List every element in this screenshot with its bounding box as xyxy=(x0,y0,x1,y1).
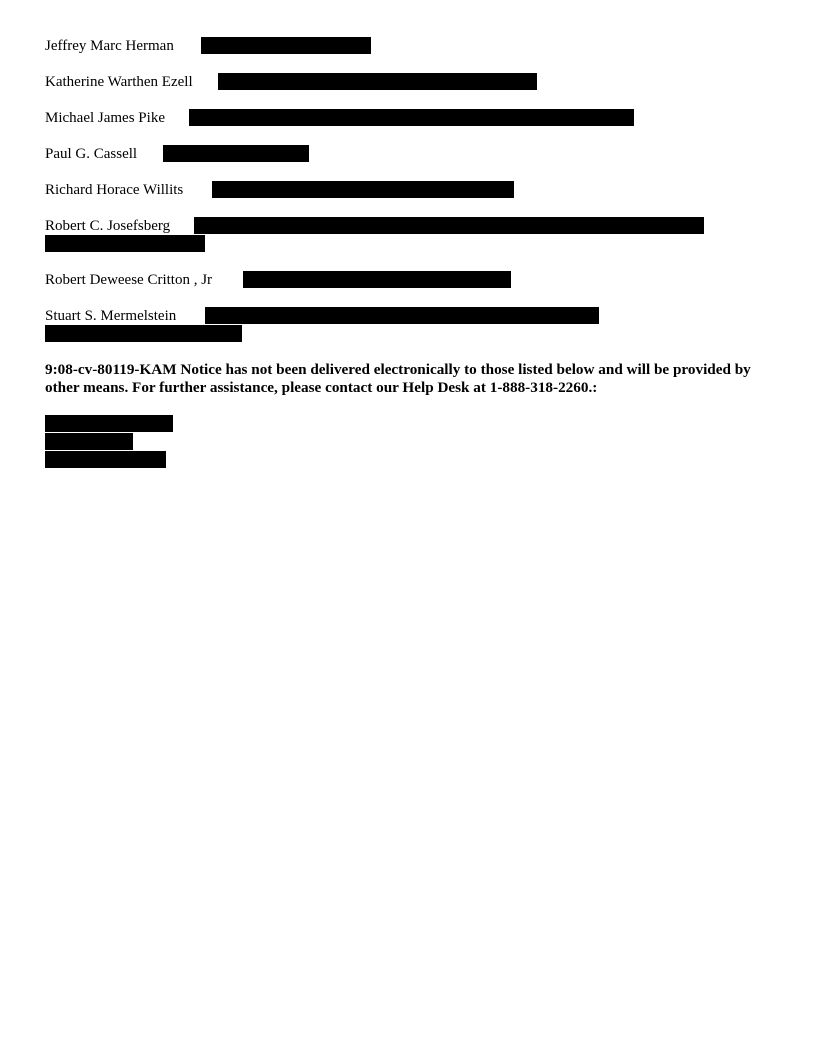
redacted-email xyxy=(212,181,514,198)
redacted-email xyxy=(243,271,511,288)
recipient-name: Jeffrey Marc Herman xyxy=(45,38,174,54)
redacted-email xyxy=(194,217,704,234)
redacted-email xyxy=(45,325,242,342)
redacted-email xyxy=(45,235,205,252)
redacted-email xyxy=(189,109,634,126)
recipient-name: Katherine Warthen Ezell xyxy=(45,74,193,90)
delivery-notice: 9:08-cv-80119-KAM Notice has not been delivered electronically to those listed below and will be provided by other means. For further assistance, please contact our Help Desk at 1-888-318-2260.: xyxy=(45,361,751,396)
recipient-name: Paul G. Cassell xyxy=(45,146,138,162)
redacted-address-line xyxy=(45,433,133,450)
recipient-name: Robert C. Josefsberg xyxy=(45,218,171,234)
recipient-name: Stuart S. Mermelstein xyxy=(45,308,177,324)
redacted-email xyxy=(201,37,371,54)
redacted-email xyxy=(163,145,309,162)
redacted-email xyxy=(205,307,599,324)
redacted-email xyxy=(218,73,537,90)
recipient-name: Robert Deweese Critton , Jr xyxy=(45,272,213,288)
recipient-name: Michael James Pike xyxy=(45,110,165,126)
redacted-address-line xyxy=(45,451,166,468)
recipient-name: Richard Horace Willits xyxy=(45,182,184,198)
redacted-address-line xyxy=(45,415,173,432)
